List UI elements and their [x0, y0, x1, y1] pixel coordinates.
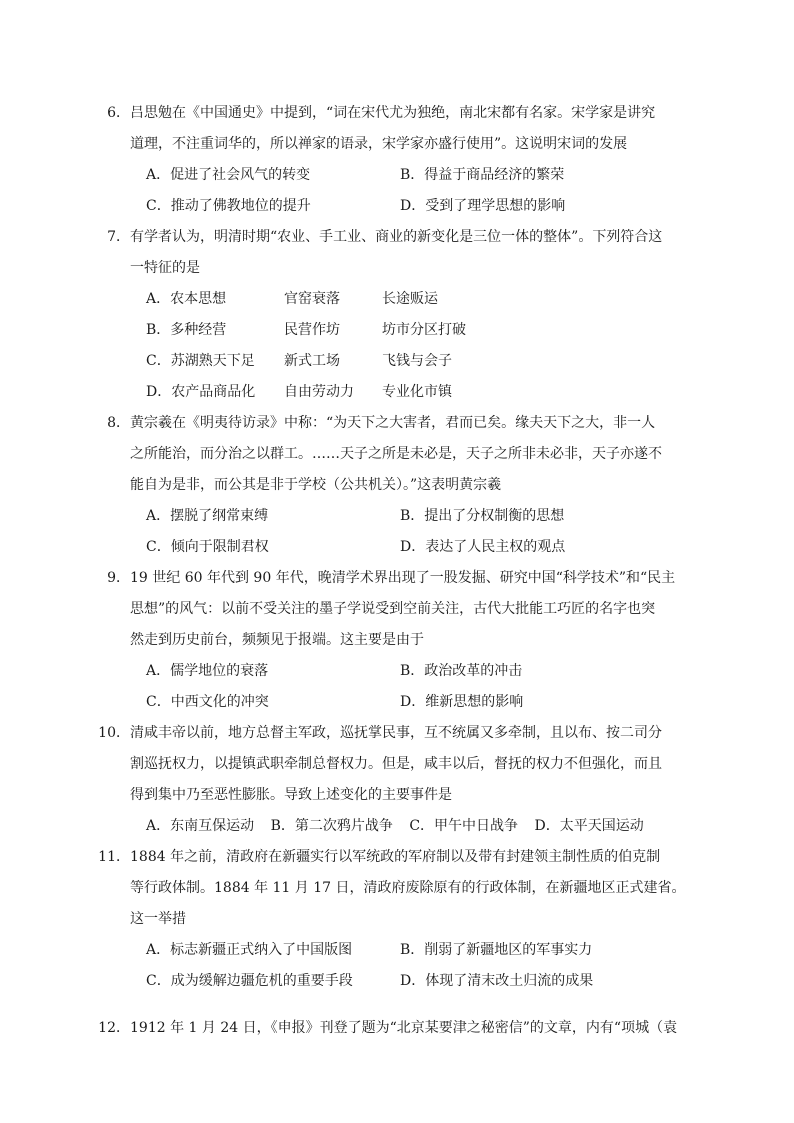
option-b[interactable]: B．提出了分权制衡的思想	[400, 508, 565, 524]
question-10	[98, 718, 662, 842]
question-8	[107, 408, 662, 563]
option-d[interactable]: D．农产品商品化 自由劳动力 专业化市镇	[146, 384, 452, 400]
question-number: 11．	[98, 849, 130, 865]
options-row	[130, 191, 660, 222]
options-row	[130, 935, 660, 966]
question-number: 8．	[107, 415, 130, 431]
option-d[interactable]: D．受到了理学思想的影响	[400, 198, 566, 214]
question-text: 清咸丰帝以前，地方总督主军政，巡抚掌民事，互不统属又多牵制，且以布、按二司分	[130, 725, 662, 741]
question-7	[107, 222, 663, 408]
question-text: 之所能治，而分治之以群工。……天子之所是未必是，天子之所非未必非，天子亦遂不	[130, 446, 662, 462]
question-number: 6．	[107, 105, 130, 121]
options-row	[130, 687, 660, 718]
question-11	[98, 842, 686, 997]
option-c[interactable]: C．成为缓解边疆危机的重要手段	[146, 973, 353, 989]
question-text: 等行政体制。1884 年 11 月 17 日，清政府废除原有的行政体制，在新疆地区正式建省。	[130, 880, 686, 896]
option-c[interactable]: C．推动了佛教地位的提升	[146, 198, 311, 214]
question-text: 黄宗羲在《明夷待访录》中称：“为天下之大害者，君而已矣。缘夫天下之大，非一人	[130, 415, 656, 431]
question-text: 1884 年之前，清政府在新疆实行以军统政的军府制以及带有封建领主制性质的伯克制	[130, 849, 661, 865]
option-c[interactable]: C．苏湖熟天下足 新式工场 飞钱与会子	[146, 353, 452, 369]
question-text: 得到集中乃至恶性膨胀。导致上述变化的主要事件是	[130, 787, 452, 803]
option-c[interactable]: C．倾向于限制君权	[146, 539, 269, 555]
option-d[interactable]: D．维新思想的影响	[400, 694, 524, 710]
question-text: 1912 年 1 月 24 日，《申报》刊登了题为“北京某要津之秘密信”的文章，内有“项城（袁	[130, 1020, 678, 1036]
options-row	[130, 532, 660, 563]
option-a[interactable]: A．儒学地位的衰落	[146, 663, 269, 679]
question-6	[107, 98, 660, 222]
option-b[interactable]: B．得益于商品经济的繁荣	[400, 167, 565, 183]
question-12	[98, 1013, 678, 1044]
question-number: 7．	[107, 229, 130, 245]
question-text: 思想”的风气：以前不受关注的墨子学说受到空前关注，古代大批能工巧匠的名字也突	[130, 601, 656, 617]
question-text: 19 世纪 60 年代到 90 年代，晚清学术界出现了一股发掘、研究中国“科学技术”和“民主	[130, 570, 676, 586]
option-d[interactable]: D．太平天国运动	[534, 818, 644, 834]
question-text: 然走到历史前台，频频见于报端。这主要是由于	[130, 632, 424, 648]
option-b[interactable]: B．多种经营 民营作坊 坊市分区打破	[146, 322, 466, 338]
question-text: 割巡抚权力，以提镇武职牵制总督权力。但是，咸丰以后，督抚的权力不但强化，而且	[130, 756, 662, 772]
question-text: 有学者认为，明清时期“农业、手工业、商业的新变化是三位一体的整体”。下列符合这	[130, 229, 663, 245]
option-c[interactable]: C．中西文化的冲突	[146, 694, 269, 710]
option-a[interactable]: A．东南互保运动	[146, 818, 255, 834]
question-text: 这一举措	[130, 911, 186, 927]
options-row	[130, 160, 660, 191]
option-d[interactable]: D．体现了清末改土归流的成果	[400, 973, 594, 989]
options-row	[130, 501, 660, 532]
option-b[interactable]: B．政治改革的冲击	[400, 663, 523, 679]
question-number: 12．	[98, 1020, 130, 1036]
options-row	[130, 966, 660, 997]
option-b[interactable]: B．第二次鸦片战争	[270, 818, 393, 834]
options-row	[130, 656, 660, 687]
option-a[interactable]: A．标志新疆正式纳入了中国版图	[146, 942, 353, 958]
option-a[interactable]: A．摆脱了纲常束缚	[146, 508, 269, 524]
option-a[interactable]: A．促进了社会风气的转变	[146, 167, 311, 183]
question-9	[107, 563, 676, 718]
question-number: 9．	[107, 570, 130, 586]
question-text: 能自为是非，而公其是非于学校（公共机关）。”这表明黄宗羲	[130, 477, 502, 493]
question-text: 吕思勉在《中国通史》中提到，“词在宋代尤为独绝，南北宋都有名家。宋学家是讲究	[130, 105, 656, 121]
option-b[interactable]: B．削弱了新疆地区的军事实力	[400, 942, 593, 958]
question-text: 道理，不注重词华的，所以禅家的语录，宋学家亦盛行使用”。这说明宋词的发展	[130, 136, 628, 152]
question-text: 一特征的是	[130, 260, 200, 276]
option-d[interactable]: D．表达了人民主权的观点	[400, 539, 566, 555]
option-c[interactable]: C．甲午中日战争	[409, 818, 519, 834]
option-a[interactable]: A．农本思想 官窑衰落 长途贩运	[146, 291, 438, 307]
options-row	[130, 811, 660, 842]
question-number: 10．	[98, 725, 130, 741]
